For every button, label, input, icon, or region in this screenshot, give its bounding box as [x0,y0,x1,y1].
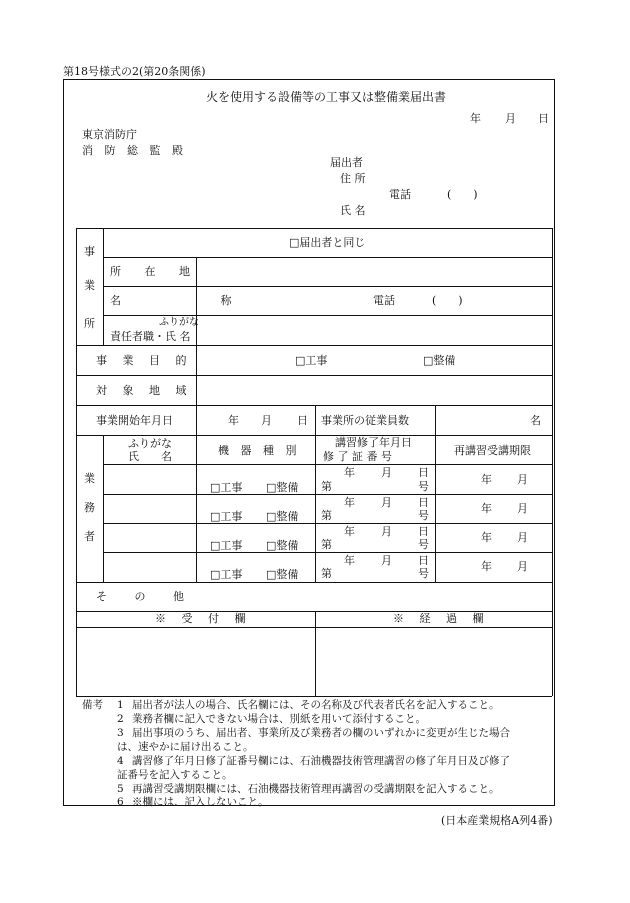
note-number: 6 [117,796,124,808]
worker-row-month: 月 [381,525,392,538]
col-equipment: 機 器 種 別 [218,444,301,457]
hline [76,345,552,346]
note-number: 5 [117,783,124,795]
vline [76,228,77,696]
worker-row-year: 年 [344,554,355,567]
notes-label: 備考 [82,699,103,711]
worker-row-construction-checkbox[interactable]: □工事 [210,510,243,523]
hline [103,523,552,524]
worker-row-no-prefix: 第 [321,567,332,580]
note-number: 1 [117,699,124,711]
worker-row-maintenance-checkbox[interactable]: □整備 [266,568,299,581]
worker-row-day: 日 [418,466,429,479]
hline [103,494,552,495]
note-number: 3 [117,727,124,739]
office-manager-label: 責任者職・氏 名 [110,330,191,343]
footer-standard: (日本産業規格A列4番) [441,814,553,827]
date-year: 年 [470,112,481,125]
hline [103,464,552,465]
note-continuation: 証番号を記入すること。 [117,769,233,781]
applicant-name: 氏 名 [340,204,366,217]
office-furigana-label: ふりがな [159,317,199,328]
office-side-label-3: 所 [84,317,95,330]
addressee-line1: 東京消防庁 [82,128,137,141]
worker-row-year: 年 [344,525,355,538]
applicant-phone-paren: ( ) [447,188,478,201]
start-month: 月 [261,414,272,427]
worker-row-no-suffix: 号 [418,538,429,551]
purpose-maintenance-checkbox[interactable]: □整備 [423,354,456,367]
vline [103,228,104,345]
note-text: 再講習受講期限欄には、石油機器技術管理再講習の受講期限を記入すること。 [132,783,500,795]
note-text: 講習修了年月日修了証番号欄には、石油機器技術管理講習の修了年月日及び修了 [132,755,510,767]
worker-row-year: 年 [344,466,355,479]
addressee-line2: 消 防 総 監 殿 [82,144,187,157]
workers-side-label-3: 者 [84,530,95,543]
vline [435,405,436,582]
worker-row-retrain-year: 年 [481,560,492,573]
worker-row-retrain-year: 年 [481,502,492,515]
office-side-label-1: 事 [84,245,95,258]
hline [76,435,552,436]
office-name-label: 名 称 [110,294,280,307]
note-number: 4 [117,755,124,767]
office-side-label-2: 業 [84,279,95,292]
worker-row-day: 日 [418,496,429,509]
start-day: 日 [297,414,308,427]
col-cert-date: 講習修了年月日 [335,436,412,449]
date-day: 日 [538,112,549,125]
hline [76,375,552,376]
col-name: 氏 名 [128,450,172,463]
area-label: 対 象 地 域 [96,384,193,397]
worker-row-retrain-year: 年 [481,473,492,486]
worker-row-retrain-month: 月 [517,502,528,515]
worker-row-maintenance-checkbox[interactable]: □整備 [266,510,299,523]
worker-row-retrain-month: 月 [517,531,528,544]
worker-row-construction-checkbox[interactable]: □工事 [210,481,243,494]
note-text: 届出者が法人の場合、氏名欄には、その名称及び代表者氏名を記入すること。 [132,699,500,711]
hline [103,552,552,553]
col-cert-number: 修 了 証 番 号 [323,450,392,463]
worker-row-no-suffix: 号 [418,567,429,580]
date-month: 月 [505,112,516,125]
vline [315,405,316,582]
reception-label: ※ 受 付 欄 [155,612,252,625]
worker-row-construction-checkbox[interactable]: □工事 [210,539,243,552]
hline [76,405,552,406]
office-phone-paren: ( ) [432,294,463,307]
vline [103,435,104,582]
worker-row-retrain-month: 月 [517,560,528,573]
other-label: そ の 他 [96,590,196,603]
worker-row-no-suffix: 号 [418,509,429,522]
worker-row-day: 日 [418,525,429,538]
hline [76,627,552,628]
worker-row-no-suffix: 号 [418,480,429,493]
vline [552,228,553,696]
worker-row-retrain-month: 月 [517,473,528,486]
same-as-applicant-checkbox[interactable]: □届出者と同じ [289,236,366,249]
note-continuation: は、速やかに届け出ること。 [117,741,254,753]
worker-row-day: 日 [418,554,429,567]
progress-label: ※ 経 過 欄 [393,612,490,625]
applicant-phone: 電話 [389,188,411,201]
worker-row-maintenance-checkbox[interactable]: □整備 [266,539,299,552]
office-phone-label: 電話 [373,294,395,307]
form-number: 第18号様式の2(第20条関係) [63,65,206,78]
worker-row-construction-checkbox[interactable]: □工事 [210,568,243,581]
hline [76,582,552,583]
worker-row-maintenance-checkbox[interactable]: □整備 [266,481,299,494]
worker-row-no-prefix: 第 [321,480,332,493]
office-location-label: 所 在 地 [110,265,200,278]
form-title: 火を使用する設備等の工事又は整備業届出書 [206,90,447,104]
worker-row-no-prefix: 第 [321,509,332,522]
col-name-furigana: ふりがな [128,437,172,450]
purpose-construction-checkbox[interactable]: □工事 [295,354,328,367]
purpose-label: 事 業 目 的 [96,354,193,367]
workers-side-label-2: 務 [84,501,95,514]
workers-side-label-1: 業 [84,472,95,485]
hline [76,228,552,229]
note-text: 届出事項のうち、届出者、事業所及び業務者の欄のいずれかに変更が生じた場合 [132,727,510,739]
worker-row-retrain-year: 年 [481,531,492,544]
applicant-address: 住 所 [340,172,366,185]
applicant-label: 届出者 [330,156,363,169]
hline [103,315,552,316]
note-number: 2 [117,713,124,725]
employees-label: 事業所の従業員数 [321,414,409,427]
note-text: 業務者欄に記入できない場合は、別紙を用いて添付すること。 [132,713,426,725]
employees-unit: 名 [530,414,541,427]
note-text: ※欄には、記入しないこと。 [132,796,269,808]
worker-row-month: 月 [381,496,392,509]
hline [76,696,552,697]
hline [103,286,552,287]
col-retrain: 再講習受講期限 [454,444,531,457]
start-date-label: 事業開始年月日 [96,414,173,427]
worker-row-month: 月 [381,466,392,479]
vline [315,611,316,696]
hline [103,257,552,258]
start-year: 年 [228,414,239,427]
worker-row-no-prefix: 第 [321,538,332,551]
worker-row-month: 月 [381,554,392,567]
worker-row-year: 年 [344,496,355,509]
